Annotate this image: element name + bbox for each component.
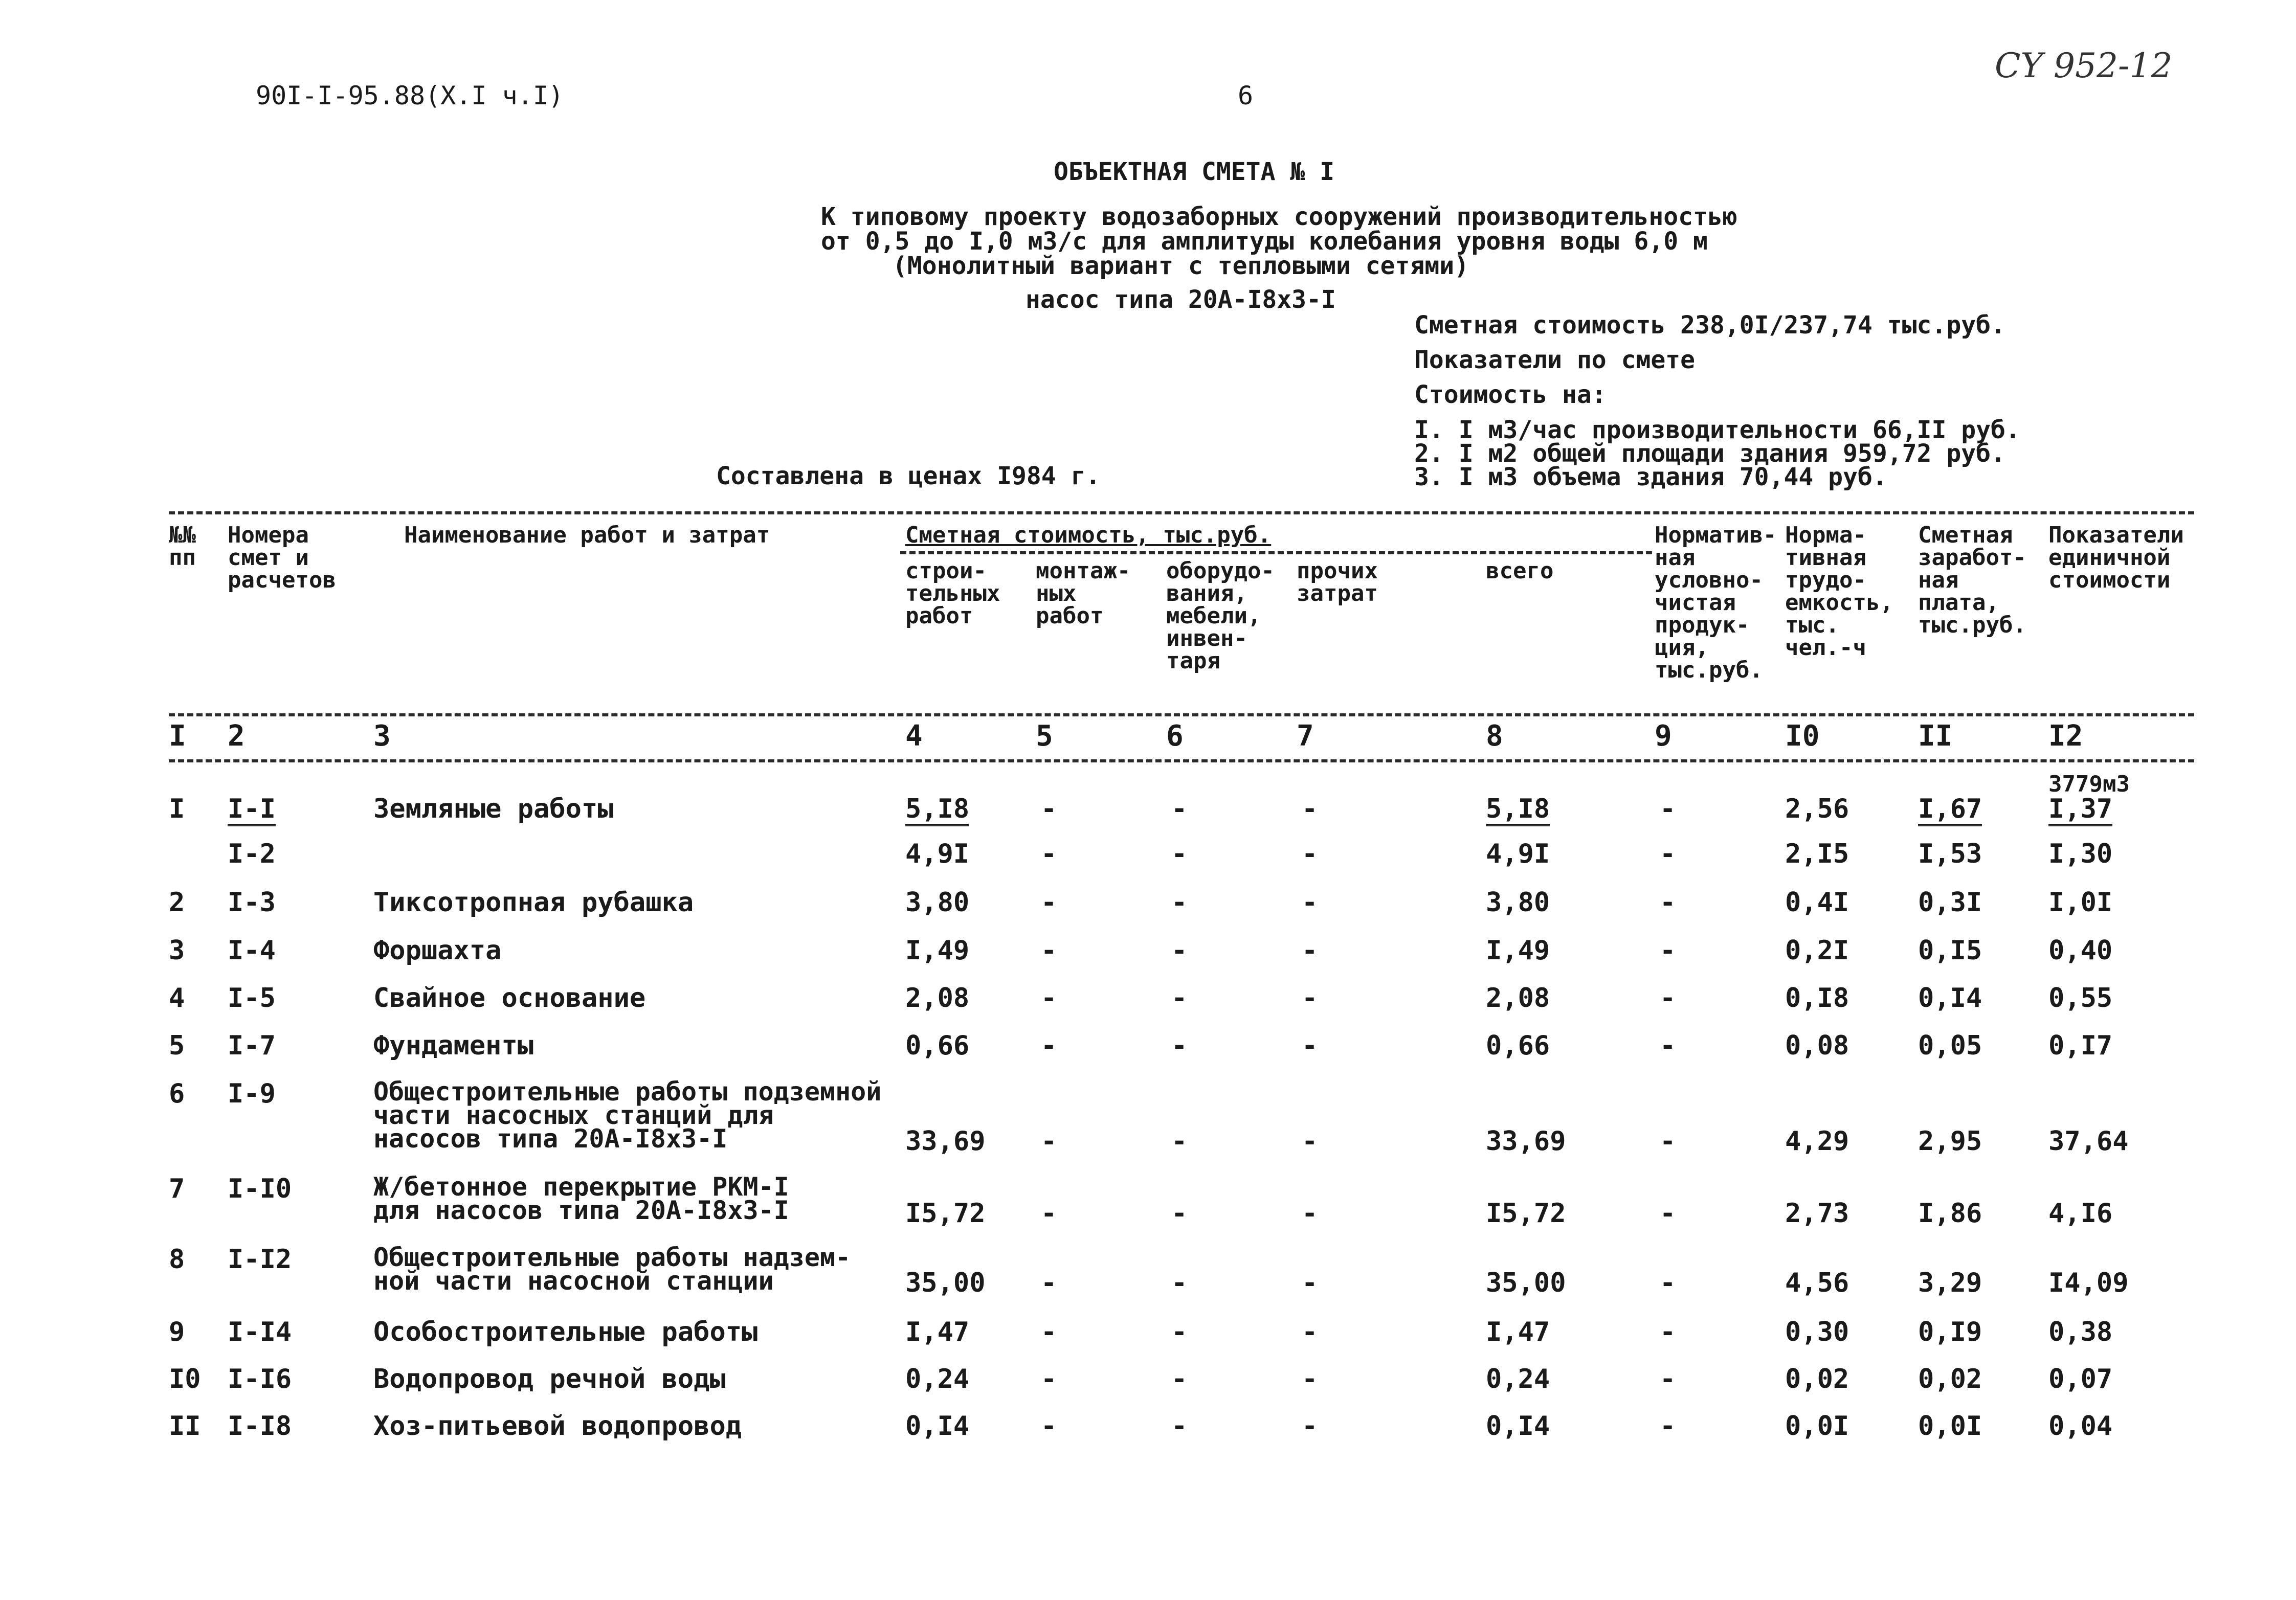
colnum-1: I bbox=[169, 719, 186, 753]
cell-code: I-I8 bbox=[228, 1411, 292, 1441]
document-code: 90I-I-95.88(X.I ч.I) bbox=[256, 81, 564, 110]
cell-net-production: - bbox=[1660, 1126, 1676, 1157]
cell-unit-cost: 0,I7 bbox=[2048, 1030, 2113, 1061]
cost-on: Стоимость на: bbox=[1414, 380, 1607, 409]
cell-total: I,49 bbox=[1486, 935, 1550, 966]
cell-name: Тиксотропная рубашка bbox=[373, 887, 694, 918]
header-estimated-cost-group: Сметная стоимость, тыс.руб. bbox=[905, 522, 1272, 548]
cell-name: Фундаменты bbox=[373, 1030, 534, 1061]
cell-unit-cost: 37,64 bbox=[2048, 1126, 2129, 1157]
colnum-11: II bbox=[1918, 719, 1953, 753]
cell-name: Форшахта bbox=[373, 935, 502, 966]
cell-net-production: - bbox=[1660, 1268, 1676, 1298]
cell-code: I-3 bbox=[228, 887, 276, 918]
cell-installation: - bbox=[1041, 1126, 1057, 1157]
subtitle-line-3: (Монолитный вариант с тепловыми сетями) bbox=[893, 252, 1469, 280]
cell-equipment: - bbox=[1171, 1364, 1188, 1394]
cell-construction: 0,24 bbox=[905, 1364, 970, 1394]
header-work-name: Наименование работ и затрат bbox=[404, 522, 770, 548]
header-labor-intensity: Норма- тивная трудо- емкость, тыс. чел.-ч bbox=[1785, 522, 1893, 661]
header-unit-cost: Показатели единичной стоимости bbox=[2048, 522, 2184, 593]
cell-other: - bbox=[1302, 794, 1318, 824]
cell-net-production: - bbox=[1660, 1030, 1676, 1061]
cell-labor: 2,73 bbox=[1785, 1198, 1849, 1229]
cell-name: Земляные работы bbox=[373, 794, 614, 824]
cell-equipment: - bbox=[1171, 887, 1188, 918]
prices-year: Составлена в ценах I984 г. bbox=[716, 462, 1101, 490]
page-number: 6 bbox=[1238, 81, 1254, 110]
colnum-4: 4 bbox=[905, 719, 923, 753]
cell-number: 8 bbox=[169, 1244, 185, 1275]
cell-wages: 3,29 bbox=[1918, 1268, 1982, 1298]
cell-code: I-I2 bbox=[228, 1244, 292, 1275]
cell-unit-cost: 0,55 bbox=[2048, 983, 2113, 1013]
cell-number: II bbox=[169, 1411, 201, 1441]
cell-name: Свайное основание bbox=[373, 983, 646, 1013]
cell-other: - bbox=[1302, 887, 1318, 918]
colnum-2: 2 bbox=[228, 719, 245, 753]
cell-code: I-I bbox=[228, 795, 276, 826]
cell-net-production: - bbox=[1660, 1364, 1676, 1394]
cell-wages: I,86 bbox=[1918, 1198, 1982, 1229]
colnum-6: 6 bbox=[1166, 719, 1184, 753]
cell-construction: I5,72 bbox=[905, 1198, 986, 1229]
pump-type: насос типа 20А-I8х3-I bbox=[1026, 285, 1336, 314]
cell-labor: 2,56 bbox=[1785, 794, 1849, 824]
document-title: ОБЪЕКТНАЯ СМЕТА № I bbox=[1054, 157, 1335, 186]
indicator-3: 3. I м3 объема здания 70,44 руб. bbox=[1414, 463, 1887, 491]
cell-total: I,47 bbox=[1486, 1317, 1550, 1347]
cell-name: Ж/бетонное перекрытие РКМ-I для насосов типа 20А-I8х3-I bbox=[373, 1172, 789, 1225]
unit-note: 3779м3 bbox=[2048, 771, 2130, 797]
cell-number: 9 bbox=[169, 1317, 185, 1347]
cell-installation: - bbox=[1041, 1030, 1057, 1061]
cell-equipment: - bbox=[1171, 983, 1188, 1013]
cell-construction: I,47 bbox=[905, 1317, 970, 1347]
column-number-rule bbox=[169, 759, 2194, 762]
cell-net-production: - bbox=[1660, 1317, 1676, 1347]
cell-number: 7 bbox=[169, 1174, 185, 1204]
indicators-list bbox=[1414, 418, 2020, 489]
cell-total: 4,9I bbox=[1486, 839, 1550, 869]
cell-wages: 0,I4 bbox=[1918, 983, 1982, 1013]
cell-wages: 0,02 bbox=[1918, 1364, 1982, 1394]
cell-unit-cost: 0,04 bbox=[2048, 1411, 2113, 1441]
cell-code: I-2 bbox=[228, 839, 276, 869]
cell-other: - bbox=[1302, 1317, 1318, 1347]
cell-labor: 4,29 bbox=[1785, 1126, 1849, 1157]
cell-installation: - bbox=[1041, 983, 1057, 1013]
cell-number: 3 bbox=[169, 935, 185, 966]
cell-equipment: - bbox=[1171, 1268, 1188, 1298]
cell-wages: 2,95 bbox=[1918, 1126, 1982, 1157]
cell-equipment: - bbox=[1171, 839, 1188, 869]
colnum-3: 3 bbox=[373, 719, 391, 753]
cell-net-production: - bbox=[1660, 1198, 1676, 1229]
header-wages: Сметная заработ- ная плата, тыс.руб. bbox=[1918, 522, 2026, 638]
cell-other: - bbox=[1302, 935, 1318, 966]
cell-name: Водопровод речной воды bbox=[373, 1364, 726, 1394]
colnum-12: I2 bbox=[2048, 719, 2083, 753]
cell-code: I-I4 bbox=[228, 1317, 292, 1347]
header-installation-works: монтаж- ных работ bbox=[1036, 558, 1131, 629]
cell-name: Общестроительные работы подземной части насосных станций для насосов типа 20А-I8х3-I bbox=[373, 1077, 882, 1154]
cell-name: Общестроительные работы надзем- ной части насосной станции bbox=[373, 1243, 851, 1296]
cell-construction: I,49 bbox=[905, 935, 970, 966]
cell-wages: I,67 bbox=[1918, 795, 1982, 826]
cell-equipment: - bbox=[1171, 1317, 1188, 1347]
cell-name: Особостроительные работы bbox=[373, 1317, 758, 1347]
cell-other: - bbox=[1302, 983, 1318, 1013]
cell-net-production: - bbox=[1660, 983, 1676, 1013]
cell-unit-cost: 4,I6 bbox=[2048, 1198, 2113, 1229]
cell-other: - bbox=[1302, 1126, 1318, 1157]
cell-installation: - bbox=[1041, 1268, 1057, 1298]
cell-installation: - bbox=[1041, 794, 1057, 824]
cell-installation: - bbox=[1041, 1317, 1057, 1347]
cell-total: 0,24 bbox=[1486, 1364, 1550, 1394]
header-equipment: оборудо- вания, мебели, инвен- таря bbox=[1166, 558, 1275, 674]
cell-other: - bbox=[1302, 1268, 1318, 1298]
cell-other: - bbox=[1302, 839, 1318, 869]
cell-installation: - bbox=[1041, 839, 1057, 869]
cell-construction: 0,66 bbox=[905, 1030, 970, 1061]
header-total: всего bbox=[1486, 558, 1554, 584]
cell-code: I-I6 bbox=[228, 1364, 292, 1394]
cell-labor: 0,I8 bbox=[1785, 983, 1849, 1013]
cell-unit-cost: I4,09 bbox=[2048, 1268, 2129, 1298]
cell-net-production: - bbox=[1660, 935, 1676, 966]
cell-labor: 0,4I bbox=[1785, 887, 1849, 918]
cell-net-production: - bbox=[1660, 839, 1676, 869]
cell-unit-cost: 0,07 bbox=[2048, 1364, 2113, 1394]
group-underline-rule bbox=[900, 551, 1652, 554]
cell-total: 33,69 bbox=[1486, 1126, 1566, 1157]
cell-other: - bbox=[1302, 1364, 1318, 1394]
cell-wages: 0,I5 bbox=[1918, 935, 1982, 966]
cell-construction: 33,69 bbox=[905, 1126, 986, 1157]
cell-installation: - bbox=[1041, 1364, 1057, 1394]
cell-unit-cost: 0,38 bbox=[2048, 1317, 2113, 1347]
cell-labor: 0,2I bbox=[1785, 935, 1849, 966]
cell-number: I0 bbox=[169, 1364, 201, 1394]
cell-labor: 0,02 bbox=[1785, 1364, 1849, 1394]
cell-construction: 4,9I bbox=[905, 839, 970, 869]
cell-installation: - bbox=[1041, 887, 1057, 918]
cell-wages: 0,0I bbox=[1918, 1411, 1982, 1441]
cell-total: 0,66 bbox=[1486, 1030, 1550, 1061]
cell-number: 5 bbox=[169, 1030, 185, 1061]
cell-total: 35,00 bbox=[1486, 1268, 1566, 1298]
cell-construction: 3,80 bbox=[905, 887, 970, 918]
cell-net-production: - bbox=[1660, 794, 1676, 824]
cell-equipment: - bbox=[1171, 1411, 1188, 1441]
colnum-8: 8 bbox=[1486, 719, 1503, 753]
cell-unit-cost: I,37 bbox=[2048, 795, 2112, 826]
cost-total: Сметная стоимость 238,0I/237,74 тыс.руб. bbox=[1414, 311, 2005, 340]
cell-number: 6 bbox=[169, 1078, 185, 1109]
cell-total: 3,80 bbox=[1486, 887, 1550, 918]
cell-net-production: - bbox=[1660, 1411, 1676, 1441]
header-net-production: Норматив- ная условно- чистая продук- ция, тыс.руб. bbox=[1655, 522, 1777, 683]
cell-number: I bbox=[169, 794, 185, 824]
indicators-title: Показатели по смете bbox=[1414, 346, 1696, 374]
cell-construction: 35,00 bbox=[905, 1268, 986, 1298]
cell-installation: - bbox=[1041, 935, 1057, 966]
colnum-10: I0 bbox=[1785, 719, 1820, 753]
header-construction-works: строи- тельных работ bbox=[905, 558, 1000, 629]
cell-labor: 0,0I bbox=[1785, 1411, 1849, 1441]
cell-other: - bbox=[1302, 1411, 1318, 1441]
cell-unit-cost: I,30 bbox=[2048, 839, 2113, 869]
cell-code: I-I0 bbox=[228, 1174, 292, 1204]
cell-total: 5,I8 bbox=[1486, 795, 1550, 826]
cell-other: - bbox=[1302, 1198, 1318, 1229]
handwritten-mark: CY 952-12 bbox=[1995, 46, 2173, 85]
indicator-2: 2. I м2 общей площади здания 959,72 руб. bbox=[1414, 439, 2005, 468]
cell-wages: 0,3I bbox=[1918, 887, 1982, 918]
header-estimate-number: Номера смет и расчетов bbox=[228, 522, 336, 593]
cell-unit-cost: I,0I bbox=[2048, 887, 2113, 918]
cell-wages: 0,I9 bbox=[1918, 1317, 1982, 1347]
cell-equipment: - bbox=[1171, 1198, 1188, 1229]
header-bottom-rule bbox=[169, 713, 2194, 716]
cell-net-production: - bbox=[1660, 887, 1676, 918]
cell-labor: 4,56 bbox=[1785, 1268, 1849, 1298]
cell-wages: I,53 bbox=[1918, 839, 1982, 869]
cell-equipment: - bbox=[1171, 1126, 1188, 1157]
cell-total: I5,72 bbox=[1486, 1198, 1566, 1229]
colnum-7: 7 bbox=[1297, 719, 1314, 753]
cell-equipment: - bbox=[1171, 1030, 1188, 1061]
indicator-1: I. I м3/час производительности 66,II руб. bbox=[1414, 416, 2020, 444]
subtitle-line-1: К типовому проекту водозаборных сооружений производительностью bbox=[821, 202, 1737, 231]
cell-wages: 0,05 bbox=[1918, 1030, 1982, 1061]
cell-equipment: - bbox=[1171, 935, 1188, 966]
cell-labor: 2,I5 bbox=[1785, 839, 1849, 869]
header-row-number: №№ пп bbox=[169, 522, 196, 571]
cell-labor: 0,30 bbox=[1785, 1317, 1849, 1347]
cell-name: Хоз-питьевой водопровод bbox=[373, 1411, 742, 1441]
cell-equipment: - bbox=[1171, 794, 1188, 824]
cell-other: - bbox=[1302, 1030, 1318, 1061]
cell-labor: 0,08 bbox=[1785, 1030, 1849, 1061]
cell-construction: 2,08 bbox=[905, 983, 970, 1013]
colnum-9: 9 bbox=[1655, 719, 1672, 753]
cell-construction: 5,I8 bbox=[905, 795, 969, 826]
cell-construction: 0,I4 bbox=[905, 1411, 970, 1441]
cell-code: I-5 bbox=[228, 983, 276, 1013]
cell-code: I-9 bbox=[228, 1078, 276, 1109]
cell-installation: - bbox=[1041, 1411, 1057, 1441]
cell-code: I-7 bbox=[228, 1030, 276, 1061]
cell-number: 2 bbox=[169, 887, 185, 918]
cell-unit-cost: 0,40 bbox=[2048, 935, 2113, 966]
subtitle bbox=[821, 202, 1737, 280]
header-other-costs: прочих затрат bbox=[1297, 558, 1378, 606]
cell-total: 2,08 bbox=[1486, 983, 1550, 1013]
table-top-rule bbox=[169, 511, 2194, 514]
cell-code: I-4 bbox=[228, 935, 276, 966]
cell-number: 4 bbox=[169, 983, 185, 1013]
cell-installation: - bbox=[1041, 1198, 1057, 1229]
cell-total: 0,I4 bbox=[1486, 1411, 1550, 1441]
colnum-5: 5 bbox=[1036, 719, 1053, 753]
subtitle-line-2: от 0,5 до I,0 м3/с для амплитуды колебания уровня воды 6,0 м bbox=[821, 227, 1708, 256]
